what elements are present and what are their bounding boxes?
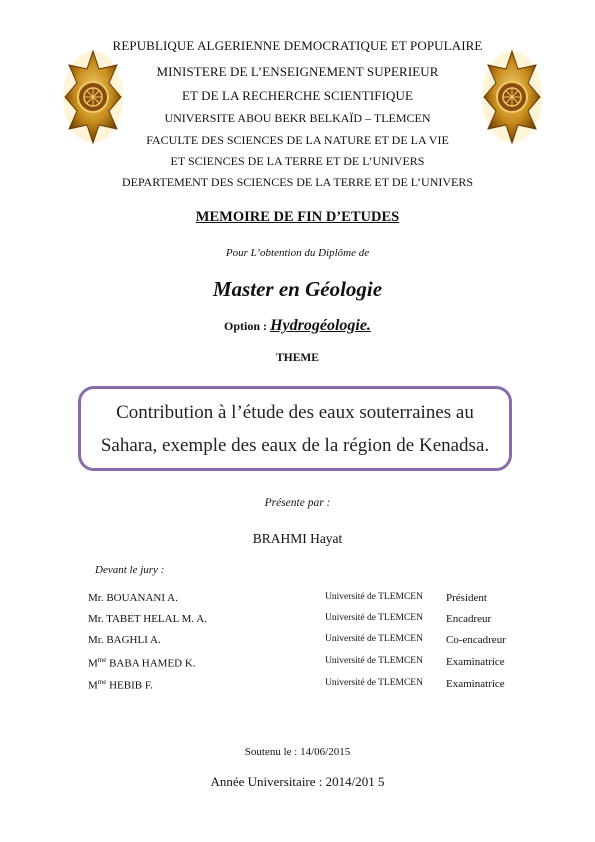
defense-date: Soutenu le : 14/06/2015: [244, 746, 351, 758]
header-line-2: MINISTERE DE L’ENSEIGNEMENT SUPERIEUR: [156, 64, 439, 79]
header-line-7: DEPARTEMENT DES SCIENCES DE LA TERRE ET DE L’UNIVERS: [121, 175, 474, 189]
university-emblem-icon: [63, 47, 123, 147]
obtention-text: Pour L’obtention du Diplôme de: [225, 247, 370, 259]
jury-member-role: Co-encadreur: [446, 634, 506, 646]
theme-line-2: Sahara, exemple des eaux de la région de Kenadsa.: [100, 434, 490, 456]
jury-row: [88, 634, 548, 650]
jury-label: Devant le jury :: [95, 564, 165, 576]
jury-row: [88, 613, 548, 629]
header-line-6: ET SCIENCES DE LA TERRE ET DE L’UNIVERS: [170, 154, 425, 168]
header-line-5: FACULTE DES SCIENCES DE LA NATURE ET DE LA VIE: [146, 133, 449, 147]
theme-label: THEME: [276, 352, 319, 364]
memoire-title: MEMOIRE DE FIN D’ETUDES: [195, 209, 400, 225]
jury-member-university: Université de TLEMCEN: [325, 656, 423, 666]
option-label: Option :: [224, 319, 268, 333]
theme-box: [78, 386, 512, 471]
option-line: [0, 317, 595, 335]
university-emblem-icon: [482, 47, 542, 147]
header-line-1: REPUBLIQUE ALGERIENNE DEMOCRATIQUE ET POPULAIRE: [112, 38, 483, 53]
jury-member-title: M: [88, 679, 98, 692]
presented-by-label: Présente par :: [264, 497, 331, 509]
jury-member-title: M: [88, 657, 98, 670]
jury-member-role: Président: [446, 592, 487, 604]
jury-member-name: [88, 678, 153, 692]
jury-member-university: Université de TLEMCEN: [325, 678, 423, 688]
jury-member-university: Université de TLEMCEN: [325, 592, 423, 602]
header-line-4: UNIVERSITE ABOU BEKR BELKAÏD – TLEMCEN: [164, 111, 431, 125]
jury-member-role: Encadreur: [446, 613, 492, 625]
jury-row: [88, 592, 548, 608]
jury-member-name: [88, 656, 196, 670]
academic-year: Année Universitaire : 2014/201 5: [210, 774, 385, 789]
jury-member-role: Examinatrice: [446, 656, 505, 668]
option-value: Hydrogéologie.: [270, 317, 371, 334]
theme-line-1: Contribution à l’étude des eaux souterraines au: [116, 401, 474, 423]
jury-member-name: Mr. BOUANANI A.: [88, 592, 178, 604]
jury-member-surname: HEBIB F.: [106, 679, 153, 692]
jury-row: [88, 678, 548, 694]
author-name: BRAHMI Hayat: [252, 531, 343, 546]
jury-member-university: Université de TLEMCEN: [325, 634, 423, 644]
jury-member-title-sup: me: [97, 678, 107, 686]
jury-member-name: Mr. BAGHLI A.: [88, 634, 161, 646]
jury-row: [88, 656, 548, 672]
jury-member-surname: BABA HAMED K.: [106, 657, 196, 670]
jury-member-name: Mr. TABET HELAL M. A.: [88, 613, 208, 625]
diploma-title: Master en Géologie: [212, 277, 383, 301]
jury-member-university: Université de TLEMCEN: [325, 613, 423, 623]
jury-member-role: Examinatrice: [446, 678, 505, 690]
jury-member-title-sup: me: [97, 656, 107, 664]
header-line-3: ET DE LA RECHERCHE SCIENTIFIQUE: [181, 88, 414, 103]
